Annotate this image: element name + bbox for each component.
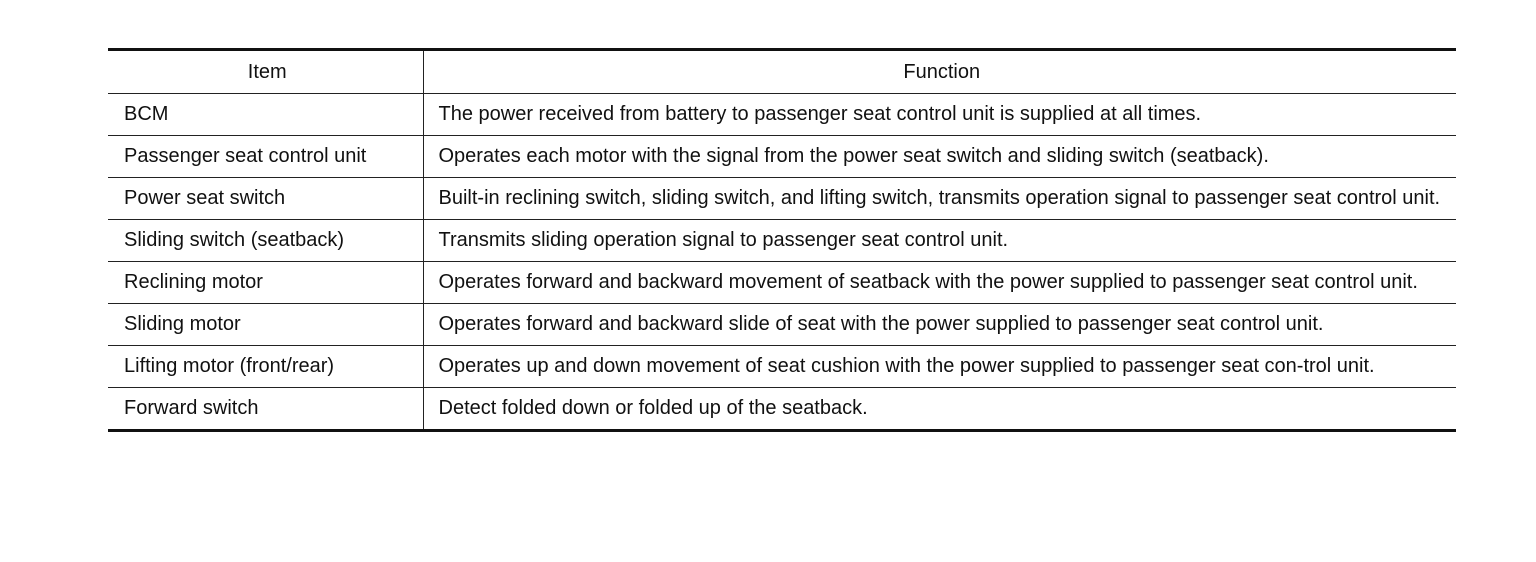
table-row: [108, 220, 1456, 262]
table-row: [108, 262, 1456, 304]
row-item: Sliding motor: [108, 304, 423, 346]
row-item: Reclining motor: [108, 262, 423, 304]
row-item: Lifting motor (front/rear): [108, 346, 423, 388]
component-function-table: [108, 48, 1456, 432]
row-function: Operates forward and backward slide of seat with the power supplied to passenger seat control unit.: [423, 304, 1456, 346]
header-row: [108, 50, 1456, 94]
table-row: [108, 304, 1456, 346]
table-row: [108, 346, 1456, 388]
header-function: Function: [423, 50, 1456, 94]
table-row: [108, 388, 1456, 431]
table-header: [108, 50, 1456, 94]
table-body: [108, 94, 1456, 431]
row-function: The power received from battery to passenger seat control unit is supplied at all times.: [423, 94, 1456, 136]
table-row: [108, 136, 1456, 178]
row-function: Transmits sliding operation signal to passenger seat control unit.: [423, 220, 1456, 262]
row-function: Detect folded down or folded up of the seatback.: [438, 397, 868, 419]
row-item: BCM: [108, 94, 423, 136]
row-item: Sliding switch (seatback): [108, 220, 423, 262]
row-function: Operates forward and backward movement of seatback with the power supplied to passenger seat control unit.: [423, 262, 1456, 304]
row-function: Operates each motor with the signal from the power seat switch and sliding switch (seatback).: [423, 136, 1456, 178]
table-row: [108, 94, 1456, 136]
header-item: Item: [108, 50, 423, 94]
row-function: Operates up and down movement of seat cushion with the power supplied to passenger seat con-trol unit.: [423, 346, 1456, 388]
row-item: Power seat switch: [108, 178, 423, 220]
row-function: Built-in reclining switch, sliding switch, and lifting switch, transmits operation signal to passenger seat control unit.: [423, 178, 1456, 220]
table-row: [108, 178, 1456, 220]
row-item: Forward switch: [108, 388, 423, 431]
row-item: Passenger seat control unit: [108, 136, 423, 178]
